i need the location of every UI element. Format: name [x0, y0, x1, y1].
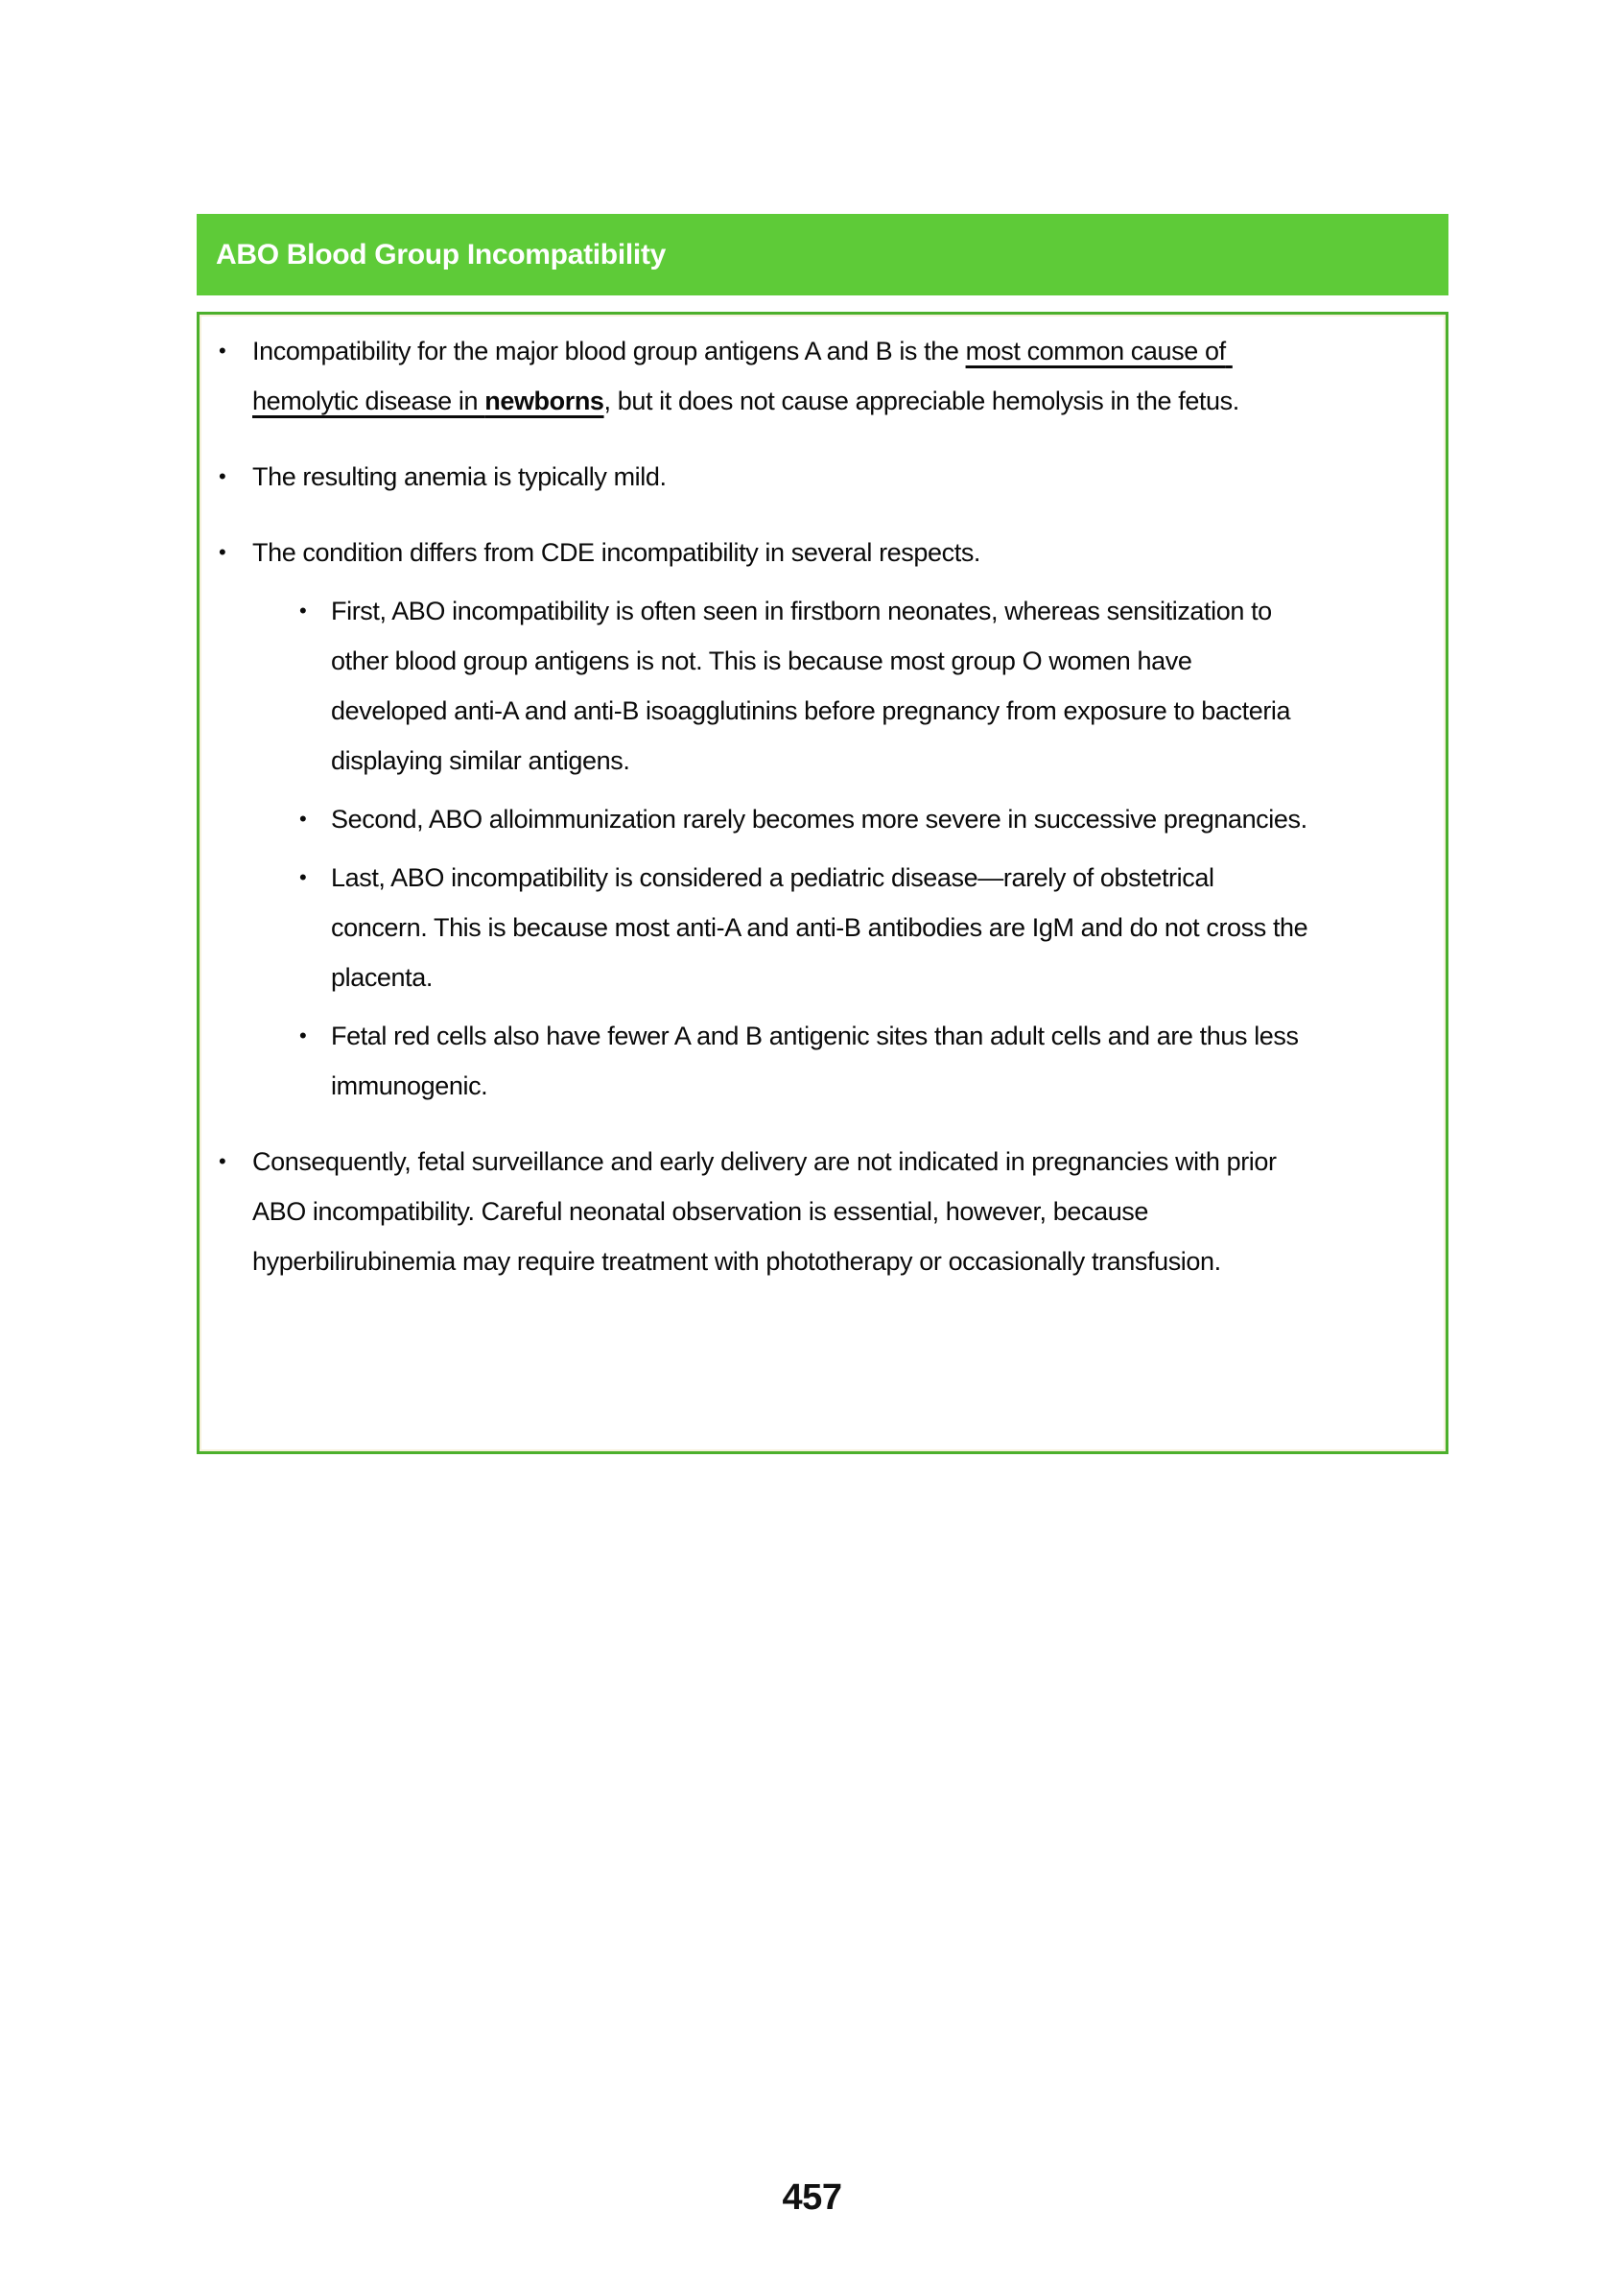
list-item	[200, 794, 1311, 844]
bullet-text-segment: Second, ABO alloimmunization rarely becomes more severe in successive pregnancies.	[331, 805, 1307, 834]
list-item	[200, 853, 1315, 1002]
bullet-text	[331, 794, 1311, 844]
bullet-text	[252, 452, 1311, 502]
bullet-text	[252, 1137, 1311, 1286]
list-item	[200, 528, 1311, 577]
list-item	[200, 586, 1311, 786]
bullet-text	[331, 586, 1311, 786]
bullet-icon: •	[219, 464, 226, 488]
page-number: 457	[782, 2177, 842, 2218]
bullet-text-segment: , but it does not cause appreciable hemolysis in the fetus.	[603, 387, 1239, 415]
bullet-text	[331, 853, 1315, 1002]
bullet-icon: •	[299, 1023, 307, 1047]
bullet-text-segment: Fetal red cells also have fewer A and B antigenic sites than adult cells and are thus less immunogenic.	[331, 1022, 1312, 1100]
list-item	[200, 452, 1311, 502]
bullet-icon: •	[219, 540, 226, 564]
bullet-list	[200, 326, 1315, 1286]
bullet-text-segment: most common cause of hemolytic disease in	[252, 337, 1233, 415]
bullet-text-segment: Consequently, fetal surveillance and early delivery are not indicated in pregnancies with prior ABO incompatibility. Careful neonatal observation is essential, however, because hyperbilirubinemia may require treatment with phototherapy or occasionally transfusion.	[252, 1147, 1283, 1276]
bullet-icon: •	[299, 865, 307, 889]
section-title: ABO Blood Group Incompatibility	[216, 238, 667, 270]
bullet-text-segment: First, ABO incompatibility is often seen in firstborn neonates, whereas sensitization to other blood group antigens is not. This is because most group O women have developed anti-A and anti-B isoagglutinins before pregnancy from exposure to bacteria displaying similar antigens.	[331, 597, 1298, 775]
bullet-icon: •	[299, 807, 307, 831]
bullet-icon: •	[219, 339, 226, 363]
bullet-text-segment: The condition differs from CDE incompatibility in several respects.	[252, 538, 981, 567]
bullet-text	[252, 528, 1311, 577]
content-box	[197, 312, 1448, 1454]
list-item	[200, 1137, 1311, 1286]
section-header-bar	[197, 214, 1448, 295]
bullet-text-segment: The resulting anemia is typically mild.	[252, 462, 667, 491]
list-item	[200, 326, 1311, 426]
bullet-text	[331, 1011, 1311, 1111]
bullet-text-segment: Last, ABO incompatibility is considered a pediatric disease—rarely of obstetrical concern. This is because most anti-A and anti-B antibodies are IgM and do not cross the placenta.	[331, 863, 1315, 992]
bullet-text-segment: Incompatibility for the major blood group antigens A and B is the	[252, 337, 966, 365]
list-item	[200, 1011, 1311, 1111]
bullet-text-segment: newborns	[484, 387, 604, 415]
bullet-icon: •	[299, 599, 307, 623]
bullet-icon: •	[219, 1149, 226, 1173]
bullet-text	[252, 326, 1311, 426]
